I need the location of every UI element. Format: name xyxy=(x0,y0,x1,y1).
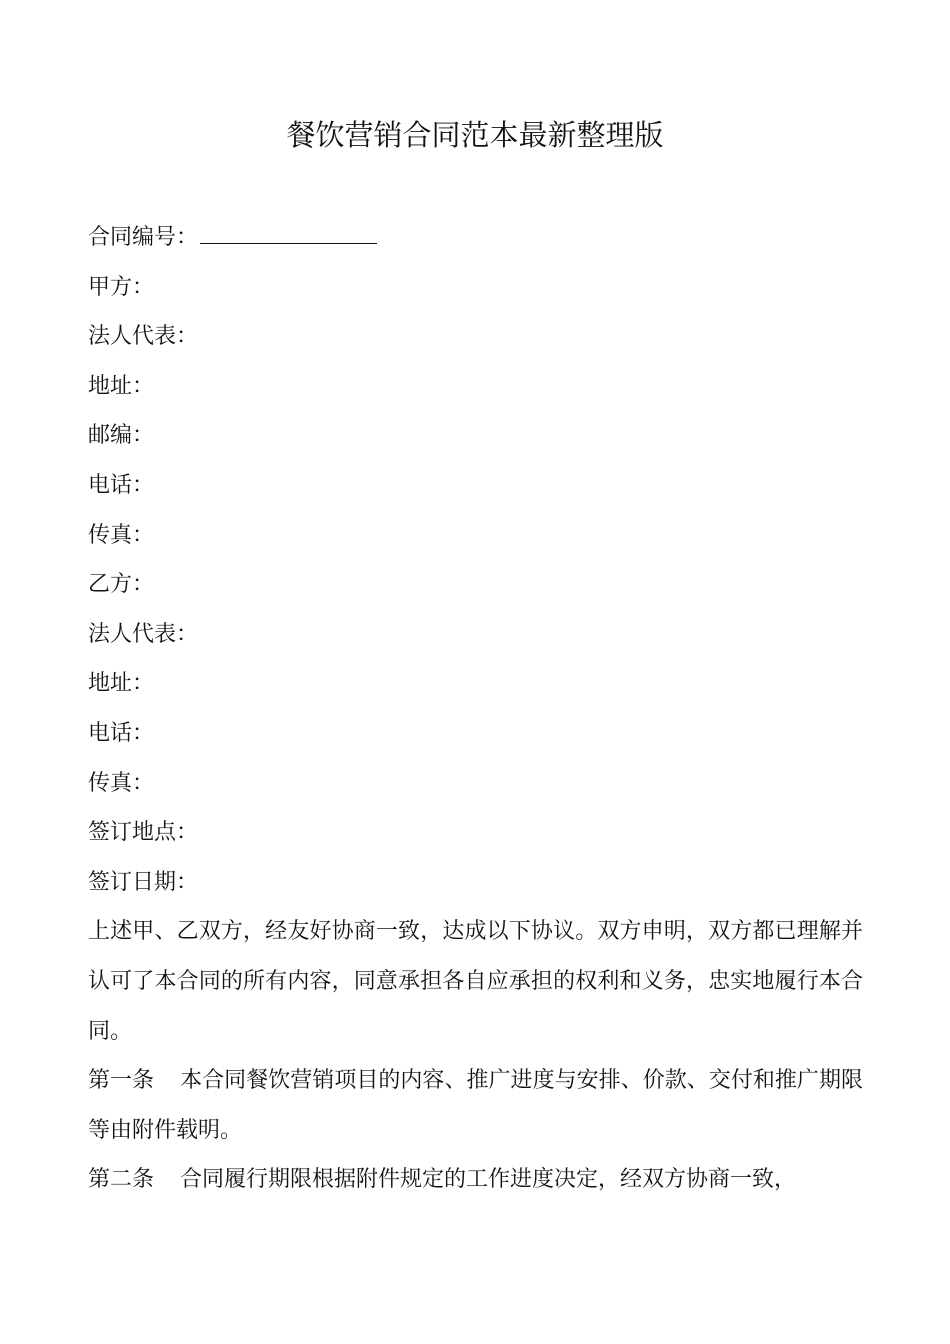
preamble-paragraph: 上述甲、乙双方，经友好协商一致，达成以下协议。双方申明，双方都已理解并认可了本合同的所有内容，同意承担各自应承担的权利和义务，忠实地履行本合同。 xyxy=(88,919,863,1044)
field-party-b-legal-rep: 法人代表： xyxy=(88,621,199,647)
contract-number-blank xyxy=(200,213,377,244)
field-party-b-fax: 传真： xyxy=(88,770,155,796)
document-title: 餐饮营销合同范本最新整理版 xyxy=(286,118,664,152)
article-2 xyxy=(88,1155,863,1205)
field-party-a: 甲方： xyxy=(88,274,155,300)
field-party-b-phone: 电话： xyxy=(88,720,155,746)
article-1-number: 第一条 xyxy=(88,1068,155,1094)
field-party-a-legal-rep: 法人代表： xyxy=(88,324,199,350)
field-party-a-fax: 传真： xyxy=(88,522,155,548)
contract-number-line xyxy=(88,213,863,263)
field-party-a-phone: 电话： xyxy=(88,472,155,498)
field-party-b-address: 地址： xyxy=(88,671,155,697)
field-party-b: 乙方： xyxy=(88,572,155,598)
contract-number-label: 合同编号： xyxy=(88,225,199,250)
article-2-text: 合同履行期限根据附件规定的工作进度决定，经双方协商一致， xyxy=(180,1167,797,1193)
field-signing-place: 签订地点： xyxy=(88,820,199,846)
article-1-text: 本合同餐饮营销项目的内容、推广进度与安排、价款、交付和推广期限等由附件载明。 xyxy=(88,1068,863,1143)
document-body xyxy=(88,213,863,1205)
field-party-a-address: 地址： xyxy=(88,373,155,399)
article-2-number: 第二条 xyxy=(88,1167,155,1193)
article-1 xyxy=(88,1056,863,1155)
field-party-a-postcode: 邮编： xyxy=(88,423,155,449)
field-signing-date: 签订日期： xyxy=(88,869,199,895)
